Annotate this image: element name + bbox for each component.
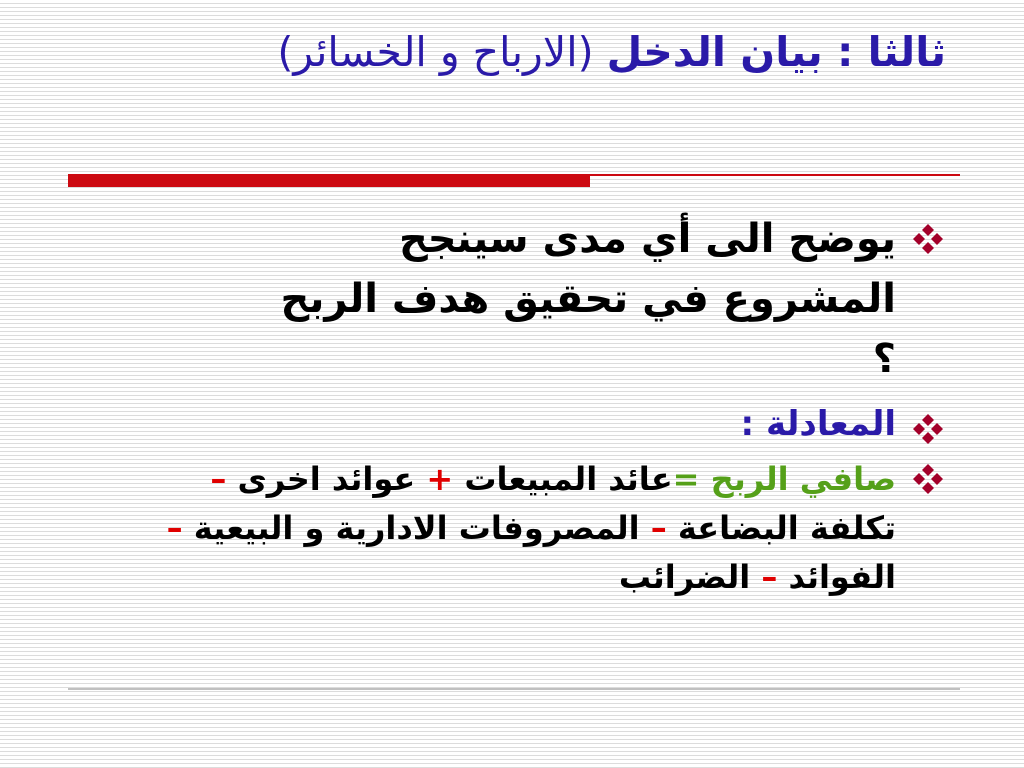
bullet-item-equation-label (86, 401, 946, 447)
bullet-text-purpose: يوضح الى أي مدى سينجح المشروع في تحقيق هدف الربح ؟ (280, 216, 896, 382)
four-diamond-bullet-icon (910, 221, 946, 257)
equation-term-interest: الفوائد (788, 558, 896, 596)
title-parenthetical: (الارباح و الخسائر) (277, 28, 607, 76)
four-diamond-bullet-icon (910, 411, 946, 447)
slide-content (86, 205, 946, 602)
equation-term-sales-revenue: عائد المبيعات (464, 460, 673, 498)
plus-operator: + (426, 460, 454, 498)
net-profit-label: صافي الربح (710, 460, 896, 498)
equation-term-cost-of-goods: تكلفة البضاعة (677, 509, 896, 547)
equation-term-taxes: الضرائب (618, 558, 751, 596)
minus-operator: – (210, 460, 227, 498)
title-divider (68, 174, 960, 188)
footer-divider (68, 688, 960, 690)
four-diamond-bullet-icon (910, 461, 946, 497)
bullet-item-equation (86, 455, 946, 602)
slide-title (66, 22, 946, 82)
minus-operator: – (166, 509, 183, 547)
accent-bar (68, 174, 590, 187)
accent-line (590, 174, 960, 176)
equation-term-admin-selling-expenses: المصروفات الادارية و البيعية (193, 509, 640, 547)
equation-text (116, 455, 896, 602)
bullet-item-purpose (86, 209, 946, 389)
equation-term-other-revenue: عوائد اخرى (237, 460, 416, 498)
equals-sign: = (672, 460, 700, 498)
minus-operator: – (761, 558, 778, 596)
bullet-text-equation-label: المعادلة : (740, 404, 896, 444)
minus-operator: – (650, 509, 667, 547)
title-main: ثالثا : بيان الدخل (606, 28, 946, 76)
